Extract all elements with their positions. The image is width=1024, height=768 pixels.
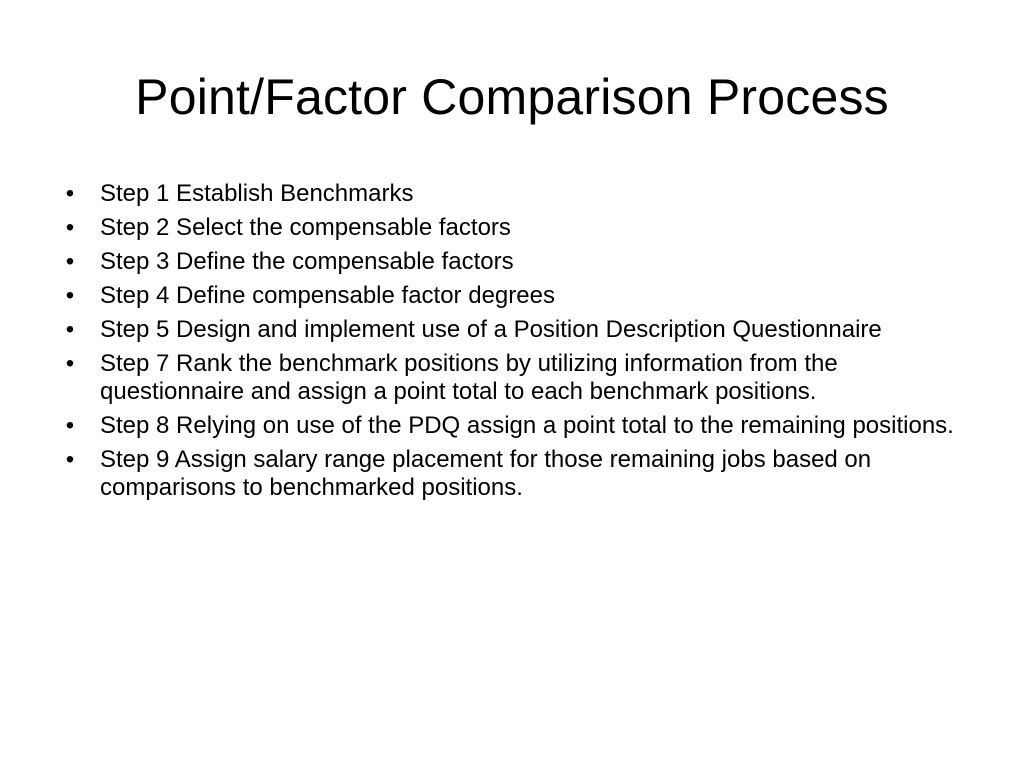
bullet-text: Step 4 Define compensable factor degrees — [100, 282, 555, 309]
bullet-item-step-9 — [65, 446, 960, 502]
bullet-list — [65, 180, 960, 508]
bullet-item-step-5 — [65, 316, 960, 344]
bullet-dot: • — [65, 350, 75, 377]
bullet-item-step-3 — [65, 248, 960, 276]
bullet-dot: • — [65, 412, 75, 439]
bullet-text: Step 2 Select the compensable factors — [100, 214, 511, 241]
bullet-text: Step 3 Define the compensable factors — [100, 248, 514, 275]
bullet-text: Step 1 Establish Benchmarks — [100, 180, 414, 207]
bullet-item-step-2 — [65, 214, 960, 242]
bullet-dot: • — [65, 446, 75, 473]
bullet-item-step-1 — [65, 180, 960, 208]
bullet-text: Step 7 Rank the benchmark positions by utilizing information from the questionnaire and assign a point total to each benchmark positions. — [100, 350, 838, 405]
bullet-dot: • — [65, 316, 75, 343]
bullet-text: Step 9 Assign salary range placement for those remaining jobs based on comparisons to benchmarked positions. — [100, 446, 872, 501]
bullet-dot: • — [65, 180, 75, 207]
bullet-item-step-4 — [65, 282, 960, 310]
bullet-dot: • — [65, 214, 75, 241]
bullet-dot: • — [65, 248, 75, 275]
bullet-item-step-8 — [65, 412, 960, 440]
bullet-text: Step 5 Design and implement use of a Position Description Questionnaire — [100, 316, 882, 343]
bullet-dot: • — [65, 282, 75, 309]
slide-title: Point/Factor Comparison Process — [135, 69, 889, 125]
bullet-item-step-7 — [65, 350, 960, 406]
bullet-text: Step 8 Relying on use of the PDQ assign a point total to the remaining positions. — [100, 412, 954, 439]
